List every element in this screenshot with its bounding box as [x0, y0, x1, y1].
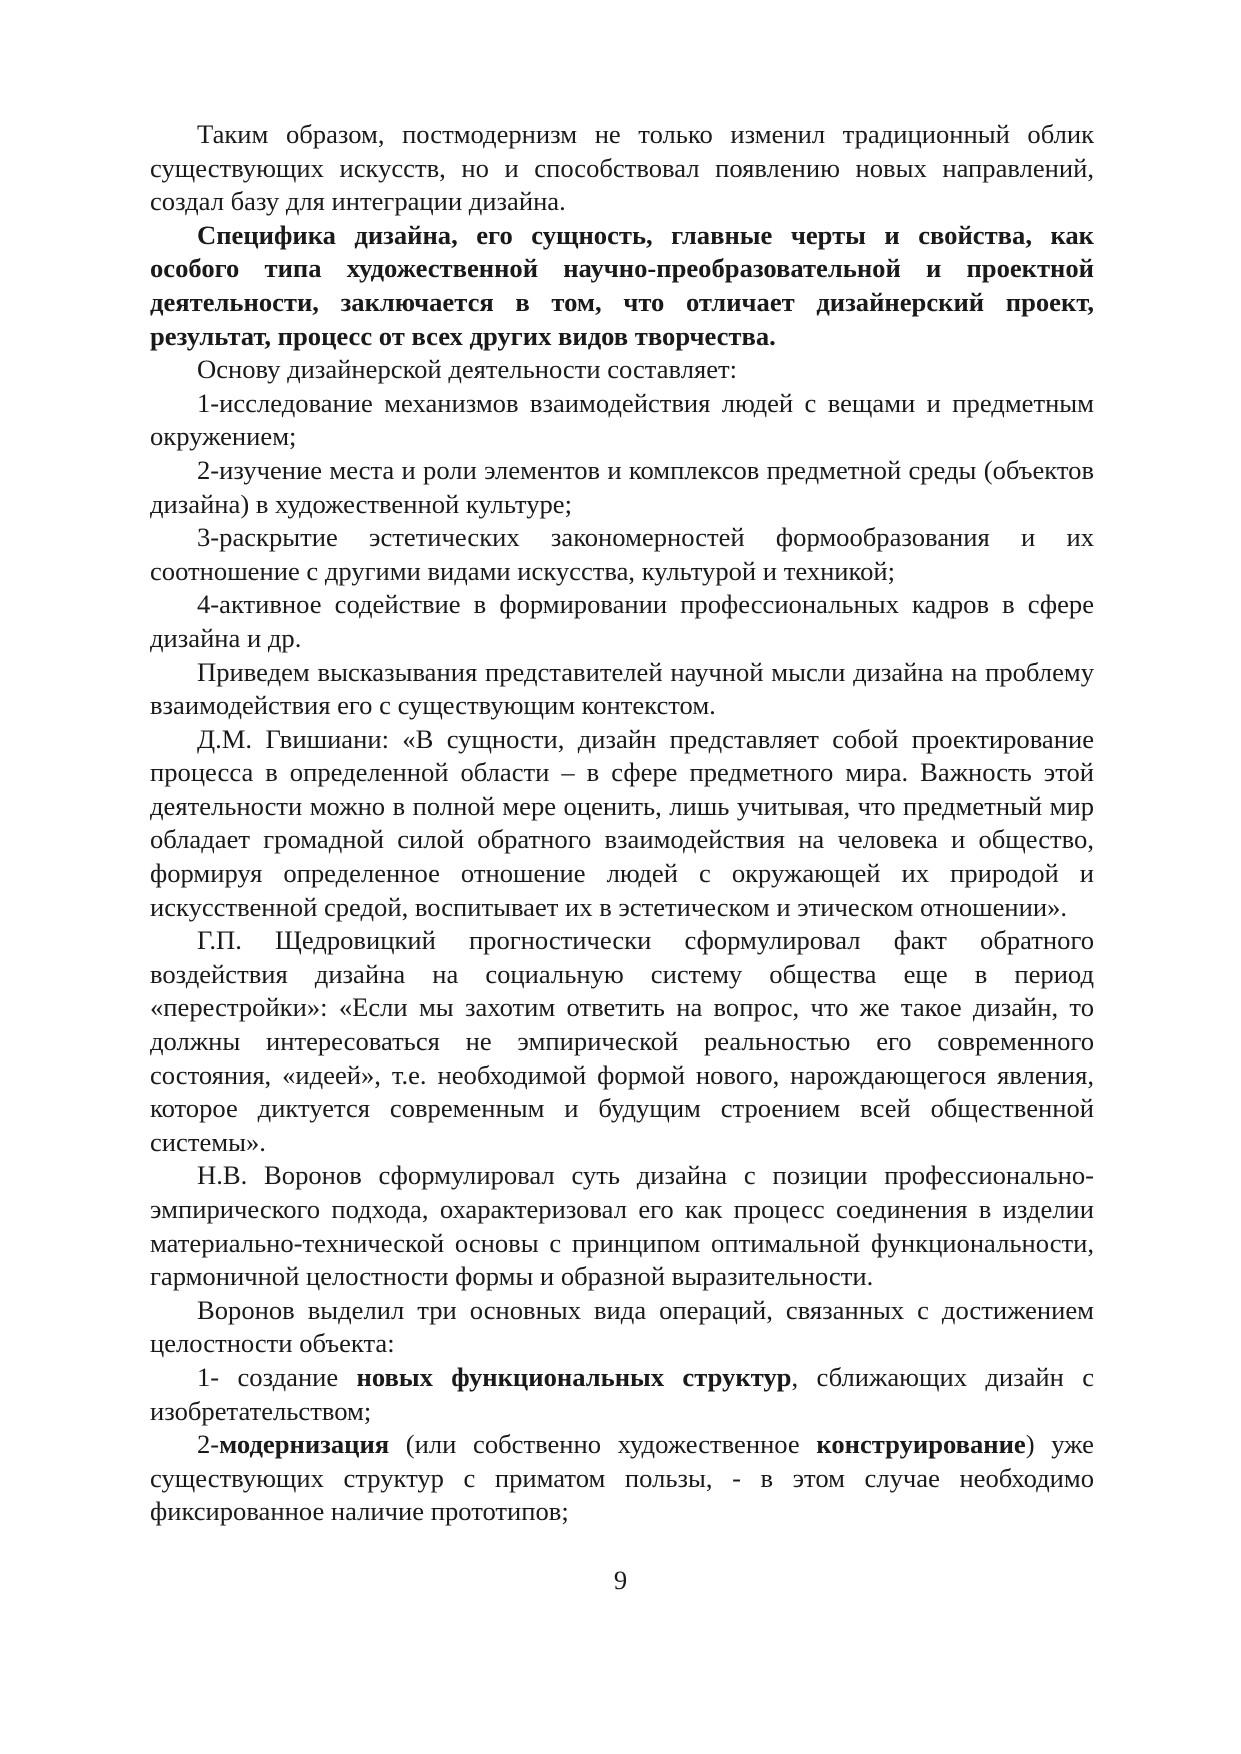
operation-item-2	[150, 1428, 1094, 1529]
list-item-2: 2-изучение места и роли элементов и комплексов предметной среды (объектов дизайна) в художественной культуре;	[150, 454, 1094, 519]
paragraph-voronov-operations: Воронов выделил три основных вида операций, связанных с достижением целостности объекта:	[150, 1294, 1094, 1359]
operation-item-1	[150, 1361, 1094, 1428]
list-item-3: 3-раскрытие эстетических закономерностей формообразования и их соотношение с другими видами искусства, культурой и техникой;	[150, 522, 1094, 586]
paragraph-postmodernism: Таким образом, постмодернизм не только изменил традиционный облик существующих искусств, но и способствовал появлению новых направлений, создал базу для интеграции дизайна.	[150, 119, 1094, 217]
operation-item-1-bold: новых функциональных структур	[356, 1361, 792, 1392]
operation-item-2-suffix: ) уже существующих структур с приматом пользы, - в этом случае необходимо фиксированное наличие прототипов;	[150, 1429, 1094, 1527]
document-page	[150, 118, 1094, 1529]
list-item-1: 1-исследование механизмов взаимодействия людей с вещами и предметным окружением;	[150, 387, 1094, 452]
paragraph-basis-intro: Основу дизайнерской деятельности составляет:	[197, 354, 738, 385]
operation-item-2-bold-modernization: модернизация	[219, 1429, 390, 1460]
operation-item-2-bold-construction: конструирование	[816, 1429, 1026, 1460]
operation-item-2-prefix: 2-	[197, 1429, 220, 1460]
operation-item-2-middle: (или собственно художественное	[389, 1429, 817, 1460]
operation-item-1-prefix: 1- создание	[197, 1361, 357, 1392]
paragraph-design-specifics: Специфика дизайна, его сущность, главные черты и свойства, как особого типа художественной научно-преобразовательной и проектной деятельности, заключается в том, что отличает дизайнерский проект, результат, процесс от всех других видов творчества.	[150, 219, 1094, 351]
paragraph-voronov-definition: Н.В. Воронов сформулировал суть дизайна с позиции профессионально-эмпирического подхода, охарактеризовал его как процесс соединения в изделии материально-технической основы с принципом оптимальной функциональности, гармоничной целостности формы и образной выразительности.	[150, 1160, 1094, 1292]
operation-item-1-suffix: , сближающих дизайн с изобретательством;	[150, 1361, 1095, 1426]
list-item-4: 4-активное содействие в формировании профессиональных кадров в сфере дизайна и др.	[150, 589, 1094, 653]
paragraph-shchedrovitsky-quote: Г.П. Щедровицкий прогностически сформулировал факт обратного воздействия дизайна на социальную систему общества еще в период «перестройки»: «Если мы захотим ответить на вопрос, что же такое дизайн, то должны интересоваться не эмпирической реальностью его современного состояния, «идеей», т.е. необходимой формой нового, нарождающегося явления, которое диктуется современным и будущим строением всей общественной системы».	[150, 925, 1094, 1157]
paragraph-gvishiani-quote: Д.М. Гвишиани: «В сущности, дизайн представляет собой проектирование процесса в определенной области – в сфере предметного мира. Важность этой деятельности можно в полной мере оценить, лишь учитывая, что предметный мир обладает громадной силой обратного взаимодействия на человека и общество, формируя определенное отношение людей с окружающей их природой и искусственной средой, воспитывает их в эстетическом и этическом отношении».	[150, 723, 1094, 922]
page-number: 9	[613, 1565, 628, 1595]
paragraph-statements-intro: Приведем высказывания представителей научной мысли дизайна на проблему взаимодействия его с существующим контекстом.	[150, 656, 1094, 721]
